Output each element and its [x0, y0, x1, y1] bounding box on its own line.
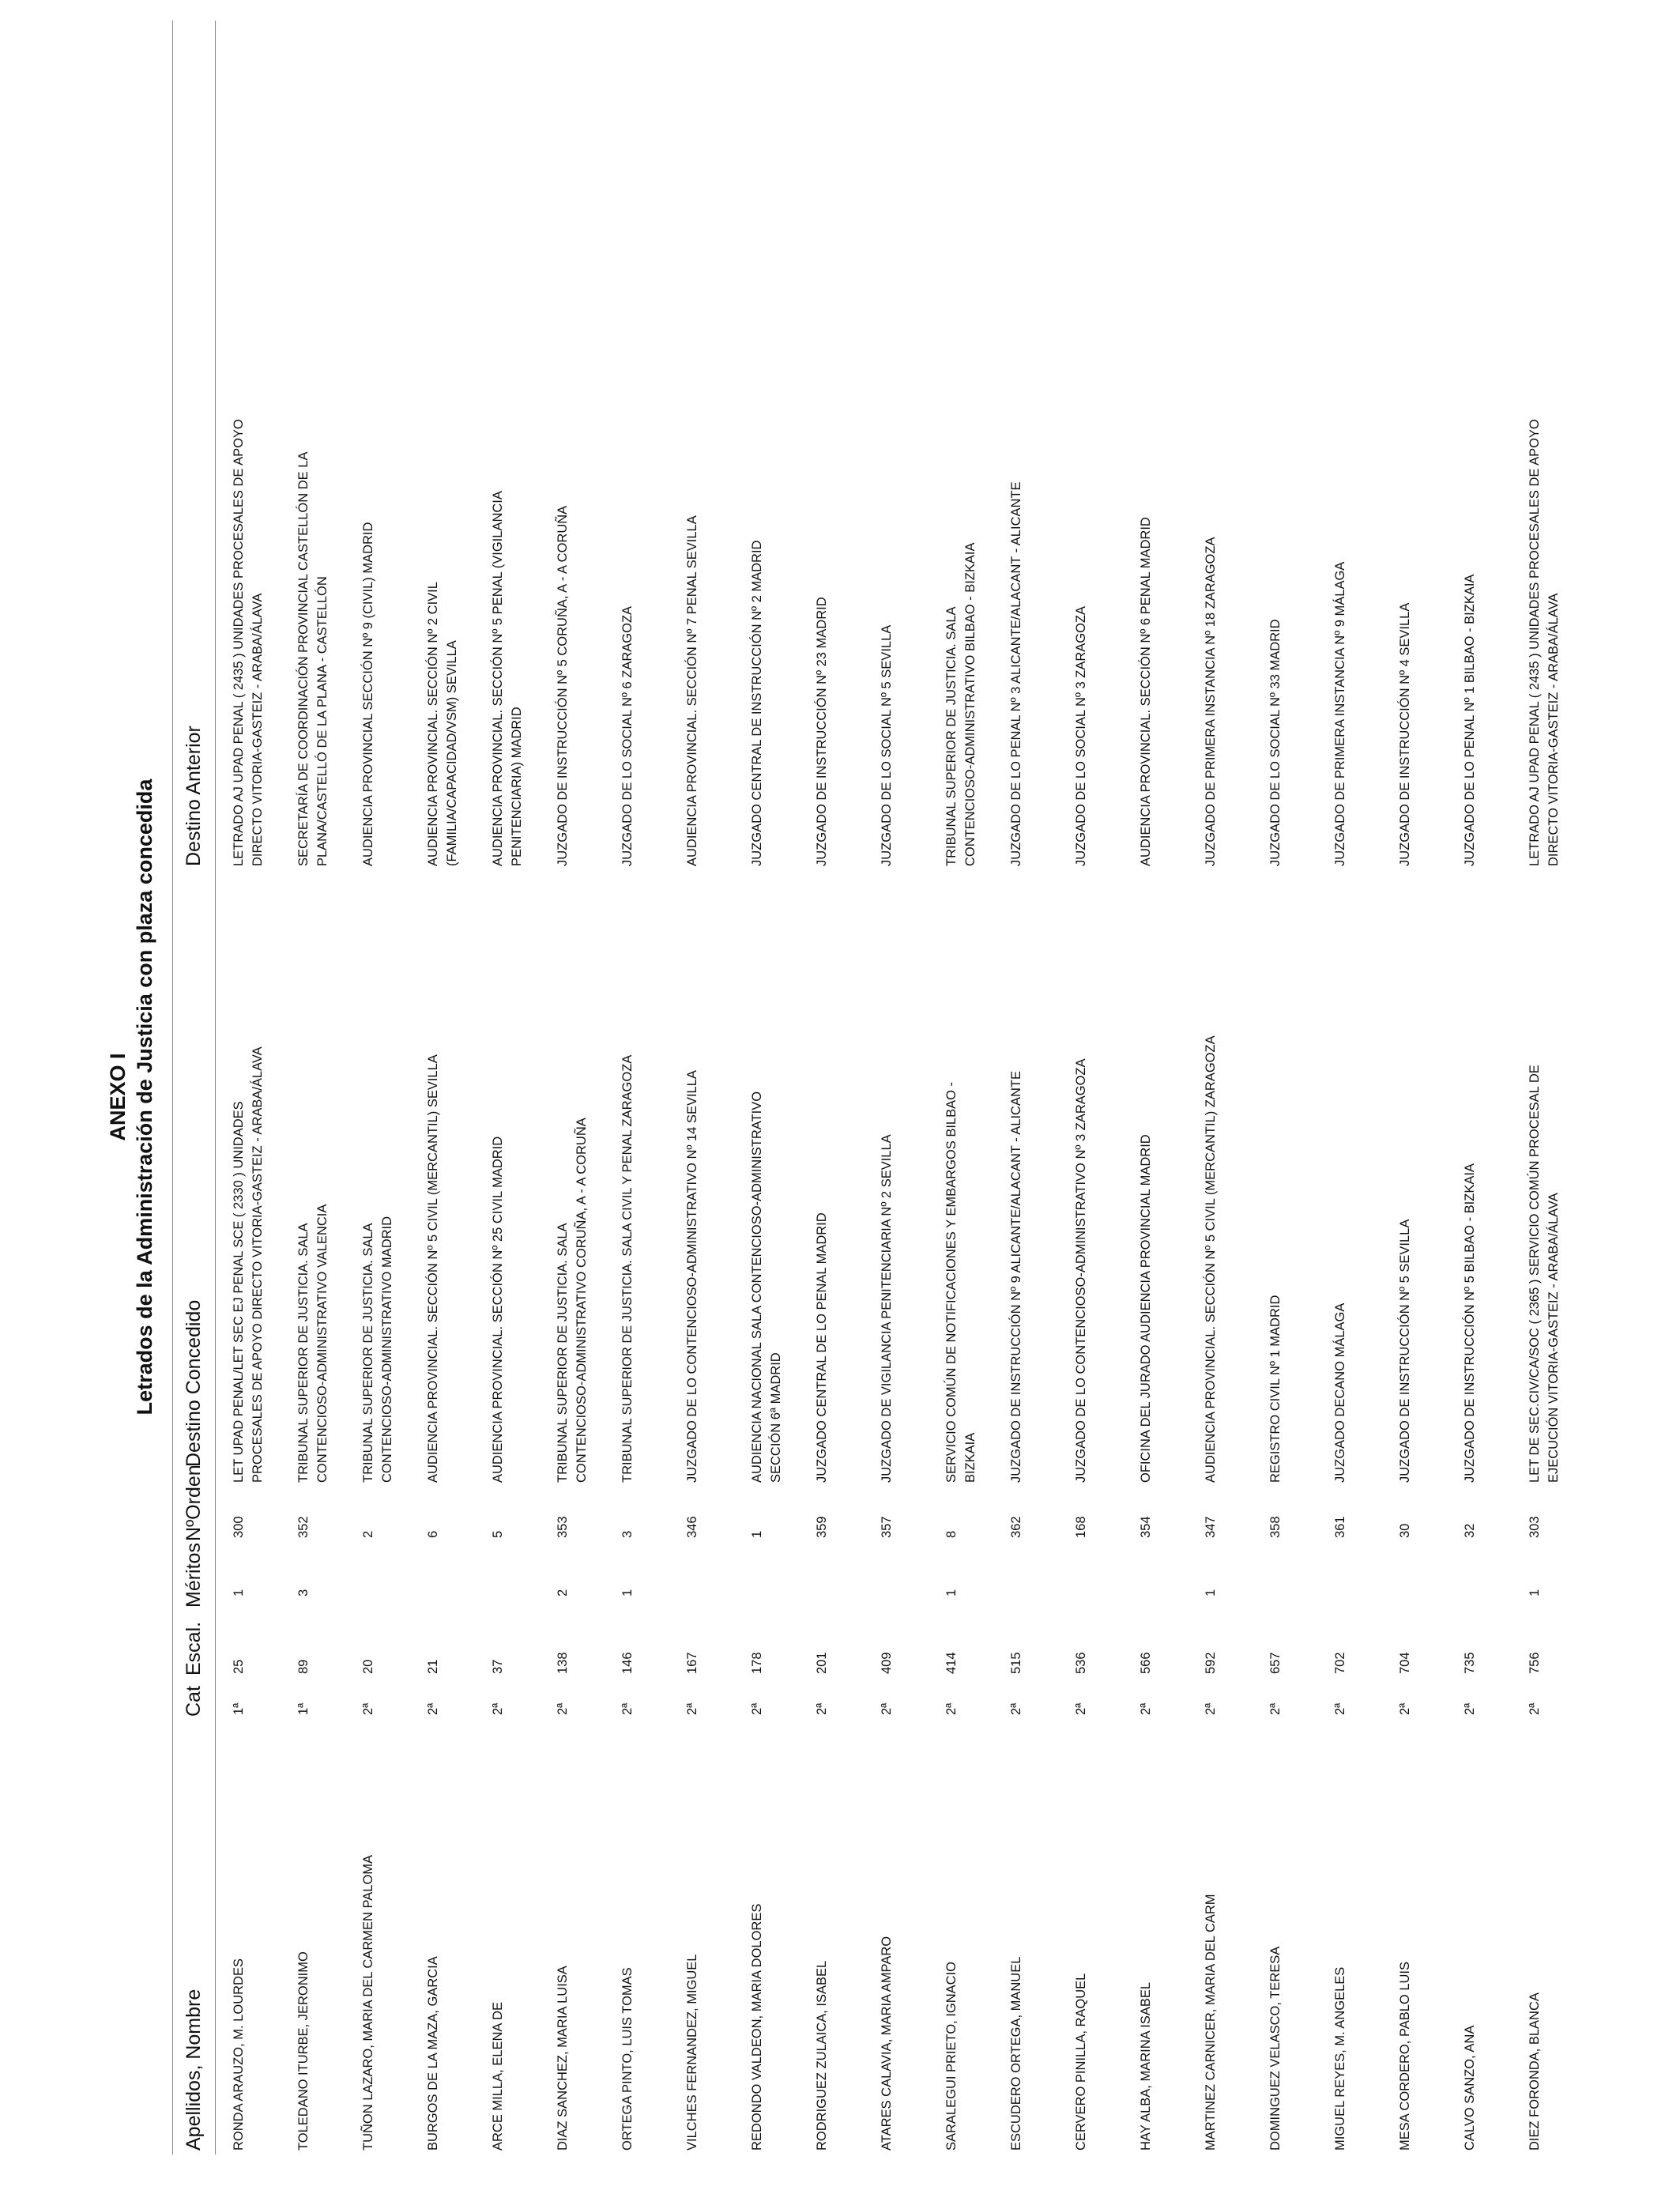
cell-escal: 167 [685, 1652, 699, 1674]
table-row [229, 0, 294, 2194]
cell-anterior: JUZGADO DE LO SOCIAL Nº 3 ZARAGOZA [1074, 605, 1088, 866]
cell-meritos: 1 [1527, 1589, 1542, 1596]
cell-anterior: LETRADO AJ UPAD PENAL ( 2435 ) UNIDADES PROCESALES DE APOYO DIRECTO VITORIA-GASTEIZ - ARABA/ÁLAVA [232, 419, 265, 866]
col-header-orden: NºOrden [183, 1465, 205, 1541]
cell-orden: 359 [815, 1516, 829, 1538]
cell-orden: 361 [1333, 1516, 1347, 1538]
cell-name: REDONDO VALDEON, MARIA DOLORES [750, 1903, 764, 2151]
cell-cat: 2ª [491, 1702, 505, 1715]
cell-escal: 592 [1203, 1652, 1218, 1674]
cell-anterior: JUZGADO DE LO PENAL Nº 3 ALICANTE/ALACANT - ALICANTE [1009, 481, 1023, 866]
cell-destino: JUZGADO DE INSTRUCCIÓN Nº 9 ALICANTE/ALACANT - ALICANTE [1009, 1071, 1023, 1483]
table-row [1396, 0, 1460, 2194]
cell-escal: 25 [232, 1659, 246, 1674]
cell-escal: 37 [491, 1659, 505, 1674]
table-row [424, 0, 488, 2194]
cell-cat: 2ª [556, 1702, 570, 1715]
cell-anterior: TRIBUNAL SUPERIOR DE JUSTICIA. SALA CONTENCIOSO-ADMINISTRATIVO BILBAO - BIZKAIA [944, 542, 977, 866]
cell-escal: 146 [620, 1652, 635, 1674]
cell-destino: REGISTRO CIVIL Nº 1 MADRID [1268, 1295, 1283, 1483]
cell-escal: 536 [1074, 1652, 1088, 1674]
table-row [683, 0, 748, 2194]
table-row [942, 0, 1007, 2194]
cell-destino: TRIBUNAL SUPERIOR DE JUSTICIA. SALA CIVIL Y PENAL ZARAGOZA [620, 1054, 635, 1483]
cell-escal: 178 [750, 1652, 764, 1674]
cell-orden: 8 [944, 1530, 959, 1538]
cell-orden: 303 [1527, 1516, 1542, 1538]
cell-escal: 89 [296, 1659, 311, 1674]
cell-cat: 2ª [1009, 1702, 1023, 1715]
cell-meritos: 1 [232, 1589, 246, 1596]
cell-meritos: 1 [944, 1589, 959, 1596]
cell-destino: JUZGADO DE VIGILANCIA PENITENCIARIA Nº 2 SEVILLA [880, 1134, 894, 1483]
table-row [294, 0, 359, 2194]
cell-name: ATARES CALAVIA, MARIA AMPARO [880, 1936, 894, 2151]
cell-orden: 354 [1139, 1516, 1153, 1538]
cell-orden: 346 [685, 1516, 699, 1538]
table-row [1460, 0, 1525, 2194]
cell-anterior: JUZGADO DE INSTRUCCIÓN Nº 23 MADRID [815, 597, 829, 866]
cell-cat: 2ª [620, 1702, 635, 1715]
table-row [1136, 0, 1201, 2194]
cell-anterior: AUDIENCIA PROVINCIAL SECCIÓN Nº 9 (CIVIL) MADRID [361, 522, 375, 866]
cell-anterior: JUZGADO DE LO PENAL Nº 1 BILBAO - BIZKAIA [1463, 574, 1477, 866]
col-header-cat: Cat [183, 1686, 205, 1717]
table-row [488, 0, 553, 2194]
cell-orden: 30 [1398, 1523, 1412, 1538]
cell-orden: 353 [556, 1516, 570, 1538]
table-row [618, 0, 683, 2194]
cell-orden: 2 [361, 1530, 375, 1538]
cell-name: CERVERO PINILLA, RAQUEL [1074, 1973, 1088, 2151]
cell-anterior: LETRADO AJ UPAD PENAL ( 2435 ) UNIDADES PROCESALES DE APOYO DIRECTO VITORIA-GASTEIZ - ARABA/ÁLAVA [1527, 419, 1561, 866]
cell-orden: 357 [880, 1516, 894, 1538]
cell-destino: TRIBUNAL SUPERIOR DE JUSTICIA. SALA CONTENCIOSO-ADMINISTRATIVO CORUÑA, A - A CORUÑA [556, 1118, 589, 1483]
table-row [1072, 0, 1136, 2194]
cell-name: DOMINGUEZ VELASCO, TERESA [1268, 1946, 1283, 2151]
cell-cat: 2ª [1527, 1702, 1542, 1715]
cell-anterior: JUZGADO CENTRAL DE INSTRUCCIÓN Nº 2 MADRID [750, 540, 764, 866]
table-row [359, 0, 424, 2194]
cell-destino: LET DE SEC.CIV/CA/SOC ( 2365 ) SERVICIO COMÚN PROCESAL DE EJECUCIÓN VITORIA-GASTEIZ - ARABA/ÁLAVA [1527, 1065, 1561, 1483]
cell-cat: 2ª [1268, 1702, 1283, 1715]
cell-destino: OFICINA DEL JURADO AUDIENCIA PROVINCIAL MADRID [1139, 1134, 1153, 1483]
cell-destino: JUZGADO DE LO CONTENCIOSO-ADMINISTRATIVO Nº 14 SEVILLA [685, 1070, 699, 1483]
table-row [877, 0, 942, 2194]
cell-escal: 21 [426, 1659, 440, 1674]
cell-destino: AUDIENCIA PROVINCIAL. SECCIÓN Nº 5 CIVIL (MERCANTIL) ZARAGOZA [1203, 1035, 1218, 1483]
cell-escal: 138 [556, 1652, 570, 1674]
cell-cat: 1ª [296, 1702, 311, 1715]
cell-escal: 735 [1463, 1652, 1477, 1674]
cell-orden: 300 [232, 1516, 246, 1538]
cell-name: CALVO SANZO, ANA [1463, 2025, 1477, 2151]
cell-name: HAY ALBA, MARINA ISABEL [1139, 1981, 1153, 2151]
cell-anterior: JUZGADO DE LO SOCIAL Nº 5 SEVILLA [880, 624, 894, 866]
cell-destino: JUZGADO CENTRAL DE LO PENAL MADRID [815, 1212, 829, 1483]
cell-destino: JUZGADO DE LO CONTENCIOSO-ADMINISTRATIVO Nº 3 ZARAGOZA [1074, 1058, 1088, 1483]
cell-cat: 2ª [880, 1702, 894, 1715]
cell-destino: SERVICIO COMÚN DE NOTIFICACIONES Y EMBARGOS BILBAO - BIZKAIA [944, 1081, 977, 1483]
cell-destino: AUDIENCIA NACIONAL SALA CONTENCIOSO-ADMINISTRATIVO SECCIÓN 6ª MADRID [750, 1091, 783, 1483]
top-divider [172, 21, 173, 2154]
cell-destino: TRIBUNAL SUPERIOR DE JUSTICIA. SALA CONTENCIOSO-ADMINISTRATIVO MADRID [361, 1216, 394, 1483]
cell-cat: 2ª [750, 1702, 764, 1715]
cell-escal: 20 [361, 1659, 375, 1674]
cell-orden: 3 [620, 1530, 635, 1538]
cell-anterior: AUDIENCIA PROVINCIAL. SECCIÓN Nº 7 PENAL SEVILLA [685, 515, 699, 866]
cell-name: RODRIGUEZ ZULAICA, ISABEL [815, 1960, 829, 2151]
table-row [1007, 0, 1072, 2194]
cell-orden: 6 [426, 1530, 440, 1538]
cell-cat: 2ª [361, 1702, 375, 1715]
cell-name: ARCE MILLA, ELENA DE [491, 2002, 505, 2151]
cell-escal: 566 [1139, 1652, 1153, 1674]
cell-meritos: 1 [1203, 1589, 1218, 1596]
cell-anterior: AUDIENCIA PROVINCIAL. SECCIÓN Nº 5 PENAL (VIGILANCIA PENITENCIARIA) MADRID [491, 491, 524, 866]
cell-escal: 409 [880, 1652, 894, 1674]
col-header-meritos: Méritos [183, 1543, 205, 1608]
cell-anterior: JUZGADO DE PRIMERA INSTANCIA Nº 9 MÁLAGA [1333, 561, 1347, 866]
cell-orden: 358 [1268, 1516, 1283, 1538]
cell-name: DIEZ FORONDA, BLANCA [1527, 1992, 1542, 2151]
cell-anterior: JUZGADO DE LO SOCIAL Nº 6 ZARAGOZA [620, 605, 635, 866]
cell-name: MESA CORDERO, PABLO LUIS [1398, 1961, 1412, 2151]
cell-cat: 1ª [232, 1702, 246, 1715]
cell-destino: TRIBUNAL SUPERIOR DE JUSTICIA. SALA CONTENCIOSO-ADMINISTRATIVO VALENCIA [296, 1204, 330, 1483]
table-row [553, 0, 618, 2194]
cell-destino: AUDIENCIA PROVINCIAL. SECCIÓN Nº 25 CIVIL MADRID [491, 1136, 505, 1483]
cell-cat: 2ª [944, 1702, 959, 1715]
col-header-name: Apellidos, Nombre [183, 1989, 205, 2151]
table-row [1266, 0, 1331, 2194]
table-row [748, 0, 812, 2194]
cell-name: MARTINEZ CARNICER, MARIA DEL CARM [1203, 1894, 1218, 2151]
col-header-destino: Destino Concedido [183, 1299, 205, 1467]
cell-name: BURGOS DE LA MAZA, GARCIA [426, 1956, 440, 2151]
table-row [812, 0, 877, 2194]
cell-meritos: 1 [620, 1589, 635, 1596]
cell-escal: 414 [944, 1652, 959, 1674]
cell-name: TOLEDANO ITURBE, JERONIMO [296, 1951, 311, 2151]
cell-cat: 2ª [685, 1702, 699, 1715]
cell-cat: 2ª [1333, 1702, 1347, 1715]
cell-name: DIAZ SANCHEZ, MARIA LUISA [556, 1966, 570, 2151]
cell-cat: 2ª [426, 1702, 440, 1715]
cell-name: RONDA ARAUZO, M. LOURDES [232, 1958, 246, 2151]
col-header-anterior: Destino Anterior [183, 726, 205, 866]
table-row [1201, 0, 1266, 2194]
cell-destino: JUZGADO DE INSTRUCCIÓN Nº 5 SEVILLA [1398, 1219, 1412, 1483]
cell-cat: 2ª [1203, 1702, 1218, 1715]
cell-meritos: 3 [296, 1589, 311, 1596]
cell-name: ESCUDERO ORTEGA, MANUEL [1009, 1956, 1023, 2151]
cell-name: SARALEGUI PRIETO, IGNACIO [944, 1961, 959, 2151]
cell-orden: 32 [1463, 1523, 1477, 1538]
cell-anterior: AUDIENCIA PROVINCIAL. SECCIÓN Nº 2 CIVIL (FAMILIA/CAPACIDAD/VSM) SEVILLA [426, 582, 459, 866]
cell-orden: 362 [1009, 1516, 1023, 1538]
cell-cat: 2ª [1398, 1702, 1412, 1715]
cell-escal: 704 [1398, 1652, 1412, 1674]
cell-orden: 352 [296, 1516, 311, 1538]
annex-title: ANEXO I [106, 1053, 130, 1141]
cell-orden: 168 [1074, 1516, 1088, 1538]
col-header-escal: Escal. [183, 1621, 205, 1676]
cell-anterior: SECRETARÍA DE COORDINACIÓN PROVINCIAL CASTELLÓN DE LA PLANA/CASTELLÓ DE LA PLANA - CASTELLÓN [296, 451, 330, 866]
cell-cat: 2ª [1139, 1702, 1153, 1715]
cell-destino: JUZGADO DE INSTRUCCIÓN Nº 5 BILBAO - BIZKAIA [1463, 1163, 1477, 1483]
cell-escal: 702 [1333, 1652, 1347, 1674]
cell-escal: 515 [1009, 1652, 1023, 1674]
cell-escal: 657 [1268, 1652, 1283, 1674]
cell-anterior: JUZGADO DE INSTRUCCIÓN Nº 5 CORUÑA, A - A CORUÑA [556, 505, 570, 866]
cell-orden: 5 [491, 1530, 505, 1538]
cell-name: TUÑON LAZARO, MARIA DEL CARMEN PALOMA [361, 1854, 375, 2151]
cell-cat: 2ª [1074, 1702, 1088, 1715]
cell-name: MIGUEL REYES, M. ANGELES [1333, 1966, 1347, 2151]
cell-anterior: AUDIENCIA PROVINCIAL. SECCIÓN Nº 6 PENAL MADRID [1139, 517, 1153, 866]
table-row [1525, 0, 1590, 2194]
cell-destino: AUDIENCIA PROVINCIAL. SECCIÓN Nº 5 CIVIL (MERCANTIL) SEVILLA [426, 1054, 440, 1483]
cell-orden: 347 [1203, 1516, 1218, 1538]
cell-name: ORTEGA PINTO, LUIS TOMAS [620, 1967, 635, 2151]
cell-anterior: JUZGADO DE PRIMERA INSTANCIA Nº 18 ZARAGOZA [1203, 537, 1218, 866]
annex-subtitle: Letrados de la Administración de Justicia con plaza concedida [133, 778, 156, 1416]
cell-destino: LET UPAD PENAL/LET SEC EJ PENAL SCE ( 2330 ) UNIDADES PROCESALES DE APOYO DIRECTO VITORIA-GASTEIZ - ARABA/ÁLAVA [232, 1046, 265, 1483]
cell-cat: 2ª [1463, 1702, 1477, 1715]
cell-anterior: JUZGADO DE LO SOCIAL Nº 33 MADRID [1268, 619, 1283, 866]
cell-anterior: JUZGADO DE INSTRUCCIÓN Nº 4 SEVILLA [1398, 602, 1412, 866]
header-divider [215, 21, 216, 2154]
cell-escal: 756 [1527, 1652, 1542, 1674]
cell-cat: 2ª [815, 1702, 829, 1715]
cell-name: VILCHES FERNANDEZ, MIGUEL [685, 1954, 699, 2151]
table-row [1331, 0, 1396, 2194]
cell-escal: 201 [815, 1652, 829, 1674]
cell-meritos: 2 [556, 1589, 570, 1596]
cell-destino: JUZGADO DECANO MÁLAGA [1333, 1302, 1347, 1483]
cell-orden: 1 [750, 1530, 764, 1538]
